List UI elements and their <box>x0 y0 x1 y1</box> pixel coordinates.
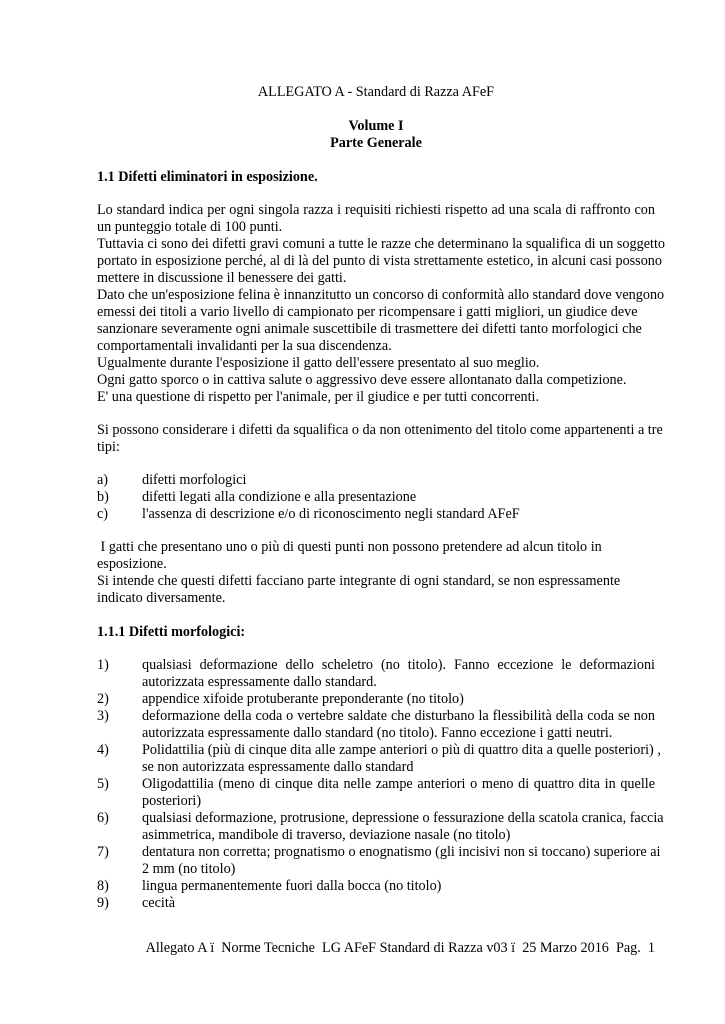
item-line: cecità <box>142 895 176 911</box>
item-line: se non autorizzata espressamente dallo standard <box>142 759 414 775</box>
list-marker: a) <box>97 472 109 488</box>
item-marker: 2) <box>97 691 109 707</box>
item-marker: 3) <box>97 708 109 724</box>
paragraph-line: un punteggio totale di 100 punti. <box>97 219 283 235</box>
paragraph-line: emessi dei titoli a vario livello di campionato per ricompensare i gatti migliori, un giudice deve <box>97 304 638 320</box>
item-marker: 4) <box>97 742 109 758</box>
item-marker: 1) <box>97 657 109 673</box>
item-line: qualsiasi deformazione, protrusione, depressione o fessurazione della scatola cranica, faccia <box>142 810 664 826</box>
item-marker: 6) <box>97 810 109 826</box>
item-line: appendice xifoide protuberante preponderante (no titolo) <box>142 691 464 707</box>
item-marker: 8) <box>97 878 109 894</box>
item-line: autorizzata espressamente dallo standard. <box>142 674 377 690</box>
paragraph-line: sanzionare severamente ogni animale suscettibile di trasmettere dei difetti tanto morfologici che <box>97 321 642 337</box>
list-marker: b) <box>97 489 109 505</box>
paragraph-line: Ugualmente durante l'esposizione il gatto dell'essere presentato al suo meglio. <box>97 355 540 371</box>
paragraph-line: Ogni gatto sporco o in cattiva salute o aggressivo deve essere allontanato dalla competizione. <box>97 372 627 388</box>
item-line: autorizzata espressamente dallo standard (no titolo). Fanno eccezione i gatti neutri. <box>142 725 613 741</box>
subsection-heading: 1.1.1 Difetti morfologici: <box>97 624 246 640</box>
paragraph-line: E' una questione di rispetto per l'animale, per il giudice e per tutti concorrenti. <box>97 389 540 405</box>
item-line: qualsiasi deformazione dello scheletro (no titolo). Fanno eccezione le deformazioni <box>142 657 655 673</box>
item-line: posteriori) <box>142 793 202 809</box>
list-marker: c) <box>97 506 109 522</box>
page-footer: Allegato A ï Norme Tecniche LG AFeF Standard di Razza v03 ï 25 Marzo 2016 Pag. 1 <box>145 940 655 956</box>
part-heading: Parte Generale <box>330 135 422 151</box>
paragraph-line: Lo standard indica per ogni singola razza i requisiti richiesti rispetto ad una scala di raffronto con <box>97 202 655 218</box>
item-marker: 7) <box>97 844 109 860</box>
item-line: deformazione della coda o vertebre saldate che disturbano la flessibilità della coda se non <box>142 708 655 724</box>
item-marker: 9) <box>97 895 109 911</box>
paragraph-line: Tuttavia ci sono dei difetti gravi comuni a tutte le razze che determinano la squalifica di un soggetto <box>97 236 665 252</box>
paragraph-line: Dato che un'esposizione felina è innanzitutto un concorso di conformità allo standard dove vengono <box>97 287 665 303</box>
item-marker: 5) <box>97 776 109 792</box>
paragraph-line: Si intende che questi difetti facciano parte integrante di ogni standard, se non espressamente <box>97 573 621 589</box>
list-item: difetti morfologici <box>142 472 247 488</box>
paragraph-line: comportamentali invalidanti per la sua discendenza. <box>97 338 392 354</box>
paragraph-line: I gatti che presentano uno o più di questi punti non possono pretendere ad alcun titolo in <box>97 539 602 555</box>
paragraph-line: Si possono considerare i difetti da squalifica o da non ottenimento del titolo come appartenenti a tre <box>97 422 663 438</box>
item-line: dentatura non corretta; prognatismo o enognatismo (gli incisivi non si toccano) superiore ai <box>142 844 661 860</box>
section-heading: 1.1 Difetti eliminatori in esposizione. <box>97 169 318 185</box>
item-line: Polidattilia (più di cinque dita alle zampe anteriori o più di quattro dita a quelle posteriori) , <box>142 742 661 758</box>
item-line: lingua permanentemente fuori dalla bocca (no titolo) <box>142 878 442 894</box>
item-line: asimmetrica, mandibole di traverso, deviazione nasale (no titolo) <box>142 827 511 843</box>
document-title: ALLEGATO A - Standard di Razza AFeF <box>257 84 495 100</box>
paragraph-line: mettere in discussione il benessere dei gatti. <box>97 270 347 286</box>
paragraph-line: tipi: <box>97 439 120 455</box>
paragraph-line: esposizione. <box>97 556 167 572</box>
volume-heading: Volume I <box>348 118 404 134</box>
item-line: Oligodattilia (meno di cinque dita nelle zampe anteriori o meno di quattro dita in quelle <box>142 776 655 792</box>
paragraph-line: indicato diversamente. <box>97 590 226 606</box>
list-item: difetti legati alla condizione e alla presentazione <box>142 489 417 505</box>
paragraph-line: portato in esposizione perché, al di là del punto di vista strettamente estetico, in alcuni casi possono <box>97 253 662 269</box>
list-item: l'assenza di descrizione e/o di riconoscimento negli standard AFeF <box>142 506 520 522</box>
item-line: 2 mm (no titolo) <box>142 861 236 877</box>
